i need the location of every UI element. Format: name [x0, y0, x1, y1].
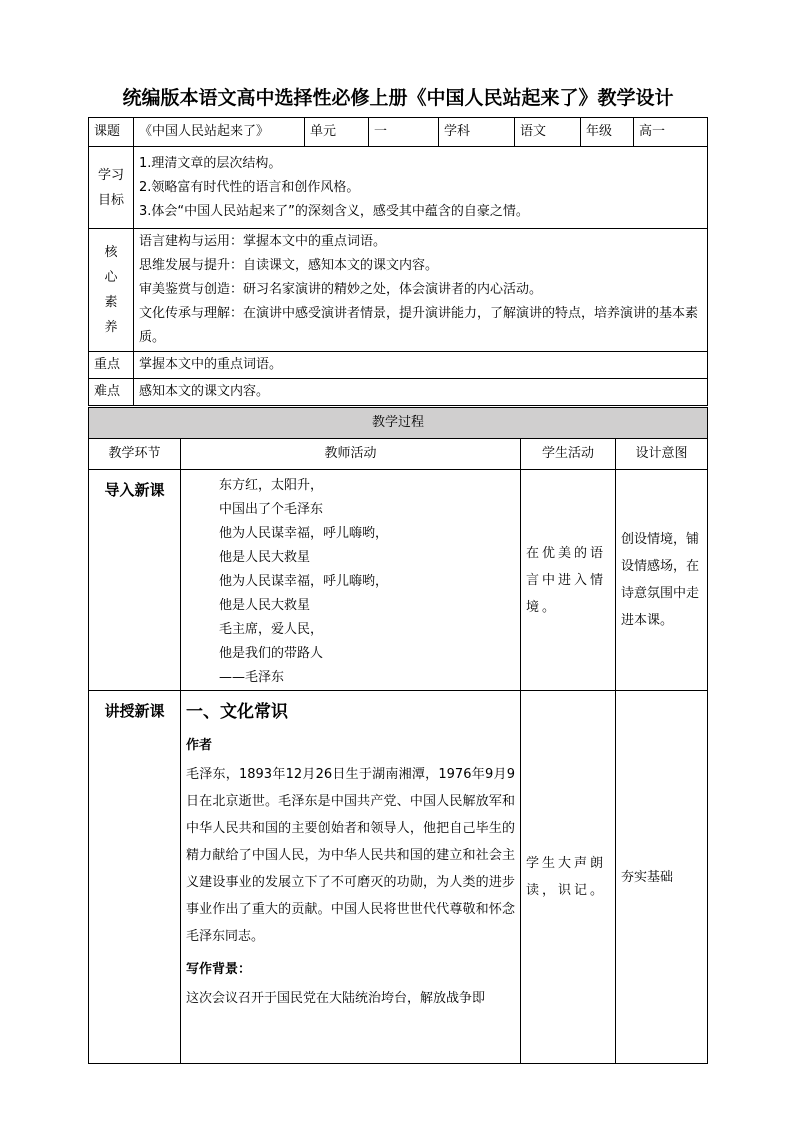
grade-label: 年级 — [581, 118, 634, 147]
poem-line: 他是我们的带路人 — [219, 646, 324, 661]
unit-label: 单元 — [305, 118, 369, 147]
lecture-stage: 讲授新课 — [89, 691, 181, 1064]
column-teacher: 教师活动 — [181, 439, 521, 470]
key-point-value: 掌握本文中的重点词语。 — [134, 352, 708, 379]
subject-label: 学科 — [439, 118, 515, 147]
background-text: 这次会议召开于国民党在大陆统治垮台，解放战争即 — [186, 991, 486, 1006]
course-value: 《中国人民站起来了》 — [134, 118, 305, 147]
intro-teacher-activity — [181, 470, 521, 691]
objective-item: 3.体会“中国人民站起来了”的深刻含义，感受其中蕴含的自豪之情。 — [139, 203, 529, 219]
difficulty-label: 难点 — [89, 379, 134, 406]
subject-value: 语文 — [515, 118, 581, 147]
lecture-teacher-activity — [181, 691, 521, 1064]
poem-line: 他是人民大救星 — [219, 550, 311, 565]
poem-line: 他为人民谋幸福，呼儿嗨哟， — [219, 526, 389, 541]
culture-knowledge-heading: 一、文化常识 — [186, 702, 288, 722]
objective-item: 1.理清文章的层次结构。 — [139, 155, 282, 171]
objective-item: 2.领略富有时代性的语言和创作风格。 — [139, 179, 360, 195]
poem-line: ——毛泽东 — [219, 670, 285, 685]
lesson-info-table — [88, 117, 708, 406]
key-point-label: 重点 — [89, 352, 134, 379]
author-text: 毛泽东，1893年12月26日生于湖南湘潭，1976年9月9日在北京逝世。毛泽东是中国共产党、中国人民解放军和中华人民共和国的主要创始者和领导人，他把自己毕生的精力献给了中国人民，为中华人民共和国的建立和社会主义建设事业的发展立下了不可磨灭的功勋，为人类的进步事业作出了重大的贡献。中国人民将世世代代尊敬和怀念毛泽东同志。 — [186, 767, 515, 944]
core-label-char: 心 — [104, 270, 118, 285]
core-label-char: 素 — [104, 295, 118, 310]
poem-line: 毛主席，爱人民， — [219, 622, 324, 637]
column-intent: 设计意图 — [616, 439, 708, 470]
difficulty-value: 感知本文的课文内容。 — [134, 379, 708, 406]
intro-student-activity: 在优美的语言中进入情境。 — [521, 470, 616, 691]
intro-stage: 导入新课 — [89, 470, 181, 691]
core-literacy-label — [89, 229, 134, 352]
intro-design-intent: 创设情境，铺设情感场，在诗意氛围中走进本课。 — [616, 470, 708, 691]
objectives-label — [89, 147, 134, 229]
author-heading: 作者 — [186, 738, 213, 753]
column-stage: 教学环节 — [89, 439, 181, 470]
poem-line: 中国出了个毛泽东 — [219, 502, 324, 517]
poem-line: 东方红，太阳升， — [219, 478, 324, 493]
objectives-label-line: 学习 — [97, 167, 124, 183]
poem-line: 他为人民谋幸福，呼儿嗨哟， — [219, 574, 389, 589]
core-label-char: 核 — [104, 245, 118, 260]
document-title: 统编版本语文高中选择性必修上册《中国人民站起来了》教学设计 — [122, 87, 674, 109]
column-student: 学生活动 — [521, 439, 616, 470]
process-header: 教学过程 — [89, 408, 708, 439]
grade-value: 高一 — [634, 118, 708, 147]
lecture-design-intent: 夯实基础 — [616, 691, 708, 1064]
core-item: 文化传承与理解：在演讲中感受演讲者情景，提升演讲能力，了解演讲的特点，培养演讲的基本素质。 — [139, 306, 699, 345]
core-literacy-content — [134, 229, 708, 352]
core-label-char: 养 — [104, 320, 118, 335]
course-label: 课题 — [89, 118, 134, 147]
core-item: 思维发展与提升：自读课文，感知本文的课文内容。 — [139, 258, 439, 273]
core-item: 语言建构与运用：掌握本文中的重点词语。 — [139, 234, 387, 249]
background-heading: 写作背景： — [186, 962, 252, 977]
unit-value: 一 — [369, 118, 439, 147]
core-item: 审美鉴赏与创造：研习名家演讲的精妙之处，体会演讲者的内心活动。 — [139, 282, 543, 297]
teaching-process-table — [88, 407, 708, 1064]
lecture-student-activity: 学生大声朗读，识记。 — [521, 691, 616, 1064]
poem-line: 他是人民大救星 — [219, 598, 311, 613]
objectives-content — [134, 147, 708, 229]
objectives-label-line: 目标 — [97, 192, 124, 208]
